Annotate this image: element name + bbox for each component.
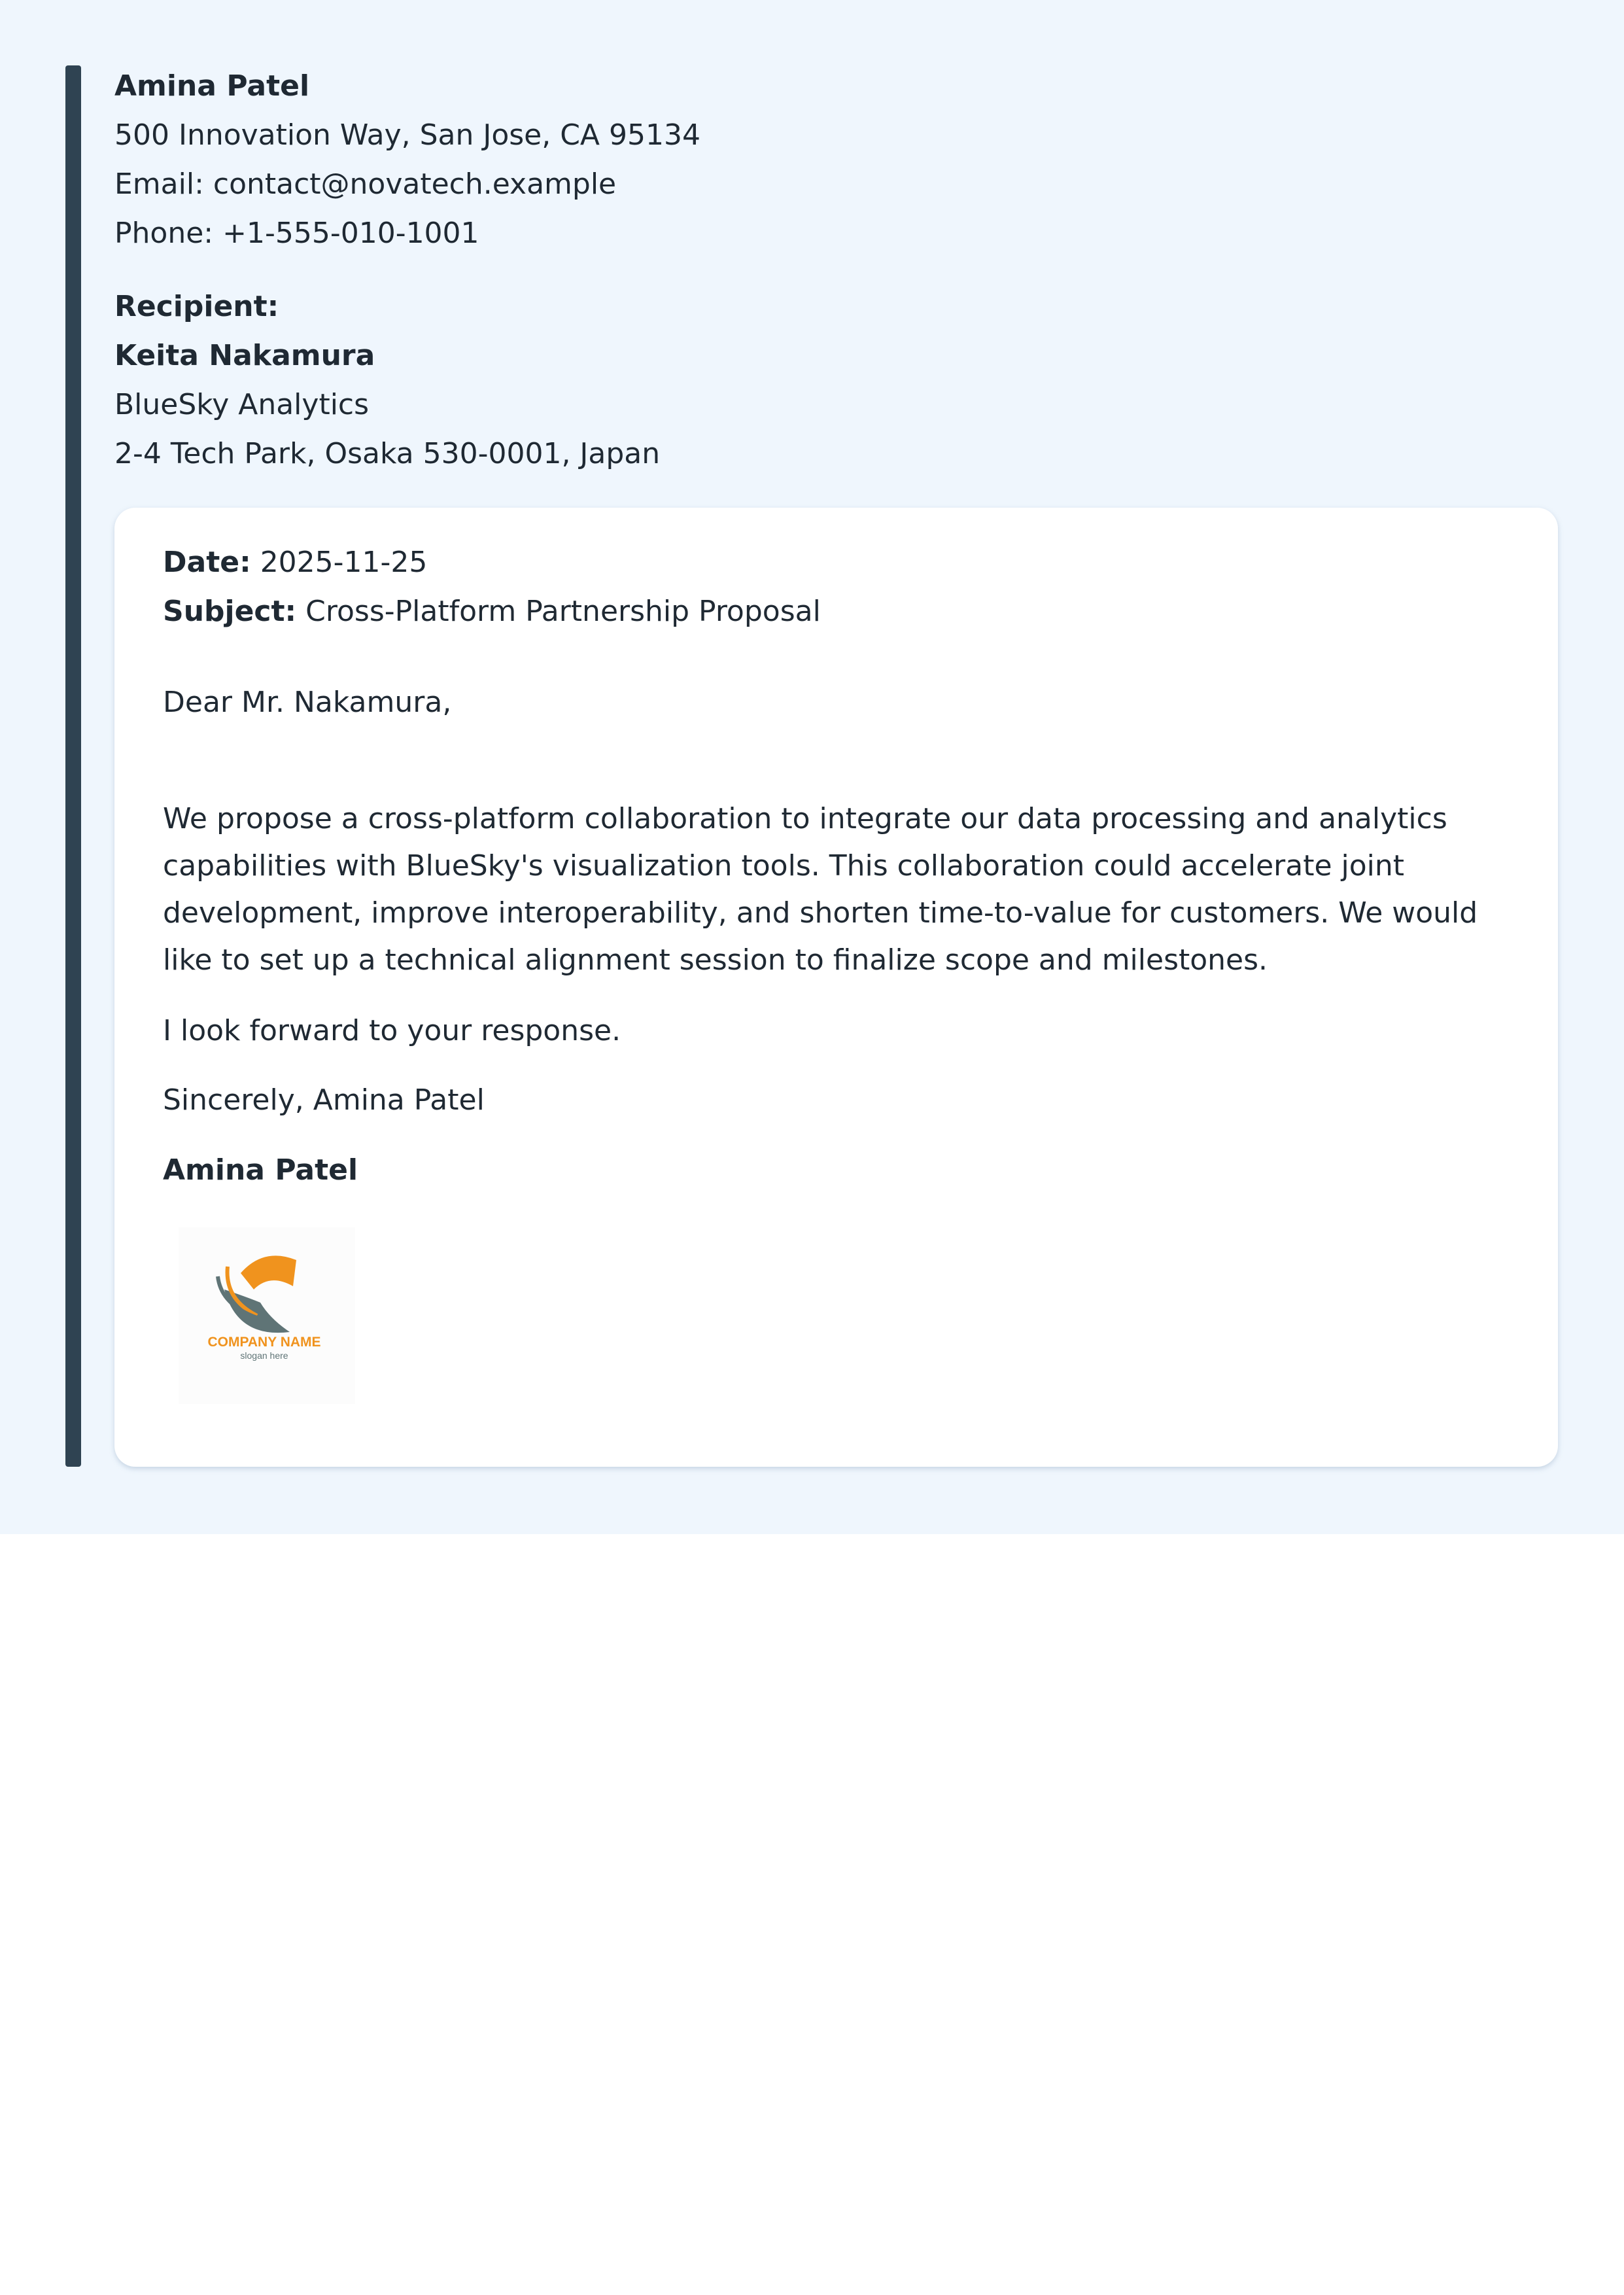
sender-name: Amina Patel bbox=[114, 69, 310, 103]
closing-line: I look forward to your response. bbox=[163, 1014, 621, 1047]
logo-company-name: COMPANY NAME bbox=[207, 1335, 321, 1350]
greeting: Dear Mr. Nakamura, bbox=[163, 686, 452, 719]
sender-block bbox=[114, 61, 1553, 258]
recipient-block bbox=[114, 282, 1553, 478]
subject-label: Subject: bbox=[163, 595, 297, 628]
date-label: Date: bbox=[163, 546, 251, 579]
date-line bbox=[163, 538, 1504, 587]
signoff-line: Sincerely, Amina Patel bbox=[163, 1083, 485, 1117]
company-logo bbox=[179, 1227, 355, 1404]
logo-orange-arc bbox=[241, 1255, 296, 1289]
accent-bar bbox=[65, 65, 81, 1467]
subject-line bbox=[163, 587, 1504, 636]
body-paragraph: We propose a cross-platform collaboration to integrate our data processing and analytics capabilities with BlueSky's visualization tools. This collaboration could accelerate joint development, improve interoperability, and shorten time-to-value for customers. We would like to set up a technical alignment session to finalize scope and milestones. bbox=[163, 802, 1478, 977]
date-value: 2025-11-25 bbox=[260, 546, 428, 579]
letter-meta bbox=[163, 538, 1504, 636]
sender-email: Email: contact@novatech.example bbox=[114, 167, 617, 201]
sender-phone: Phone: +1-555-010-1001 bbox=[114, 217, 479, 250]
subject-value: Cross-Platform Partnership Proposal bbox=[305, 595, 821, 628]
letter-card bbox=[114, 508, 1558, 1467]
recipient-heading: Recipient: bbox=[114, 290, 279, 323]
sender-address: 500 Innovation Way, San Jose, CA 95134 bbox=[114, 118, 700, 152]
recipient-address: 2-4 Tech Park, Osaka 530-0001, Japan bbox=[114, 437, 661, 470]
recipient-company: BlueSky Analytics bbox=[114, 388, 370, 421]
logo-slogan: slogan here bbox=[240, 1350, 288, 1361]
company-logo-icon bbox=[179, 1227, 355, 1404]
recipient-name: Keita Nakamura bbox=[114, 339, 375, 372]
signature-name: Amina Patel bbox=[163, 1153, 358, 1187]
